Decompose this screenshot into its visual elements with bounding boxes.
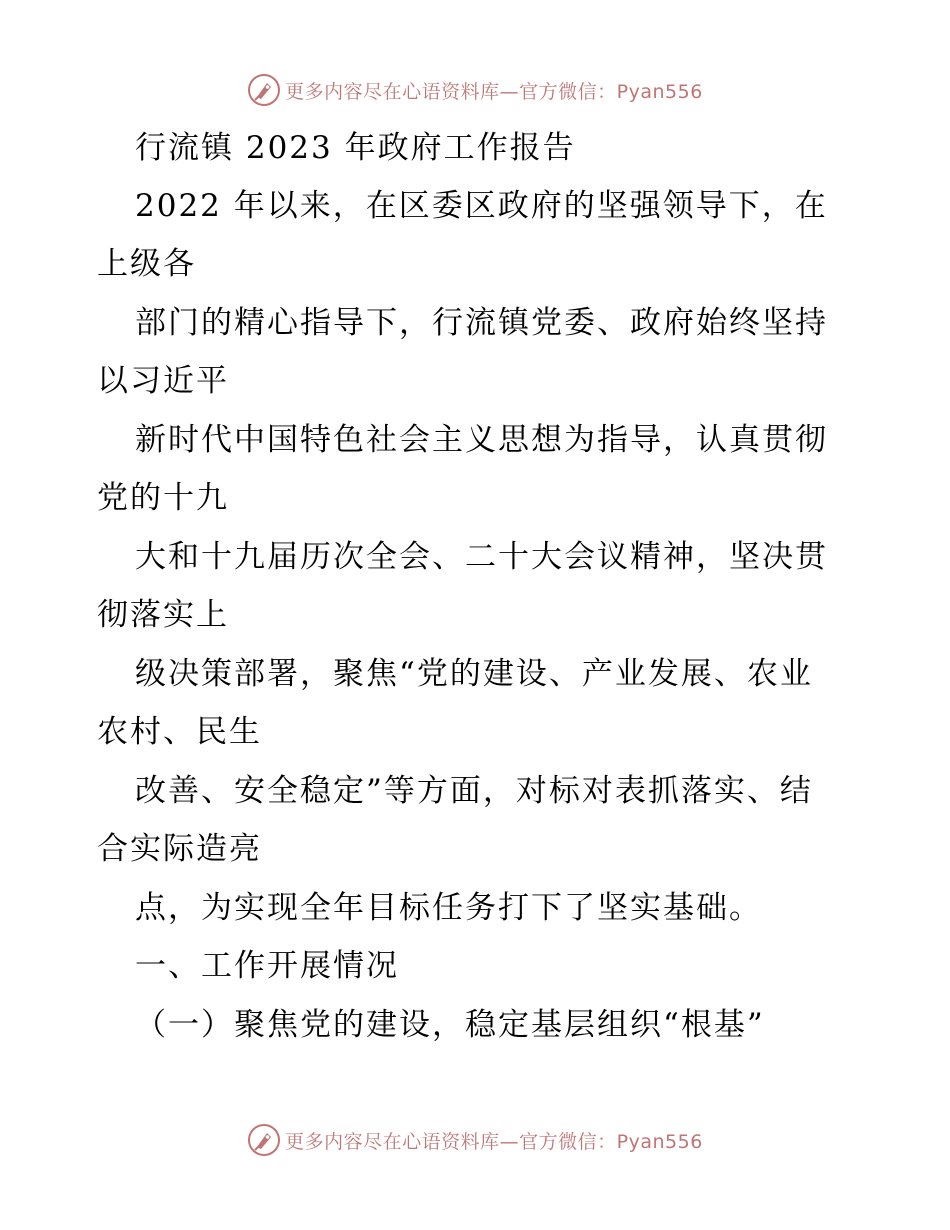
paragraph-line: 农村、民生 — [97, 714, 262, 750]
paragraph-line: 上级各 — [97, 246, 196, 282]
paragraph-line: 部门的精心指导下，行流镇党委、政府始终坚持 — [135, 305, 828, 341]
pen-nib-circle-icon — [247, 1123, 281, 1157]
paragraph-line: 合实际造亮 — [97, 831, 262, 867]
paragraph-line: 改善、安全稳定”等方面，对标对表抓落实、结 — [135, 773, 813, 809]
paragraph-line: 以习近平 — [97, 363, 229, 399]
paragraph-line: 大和十九届历次全会、二十大会议精神，坚决贯 — [135, 539, 828, 575]
paragraph-line: 党的十九 — [97, 480, 229, 516]
subsection-heading: （一）聚焦党的建设，稳定基层组织“根基” — [135, 1007, 765, 1043]
watermark-header — [0, 70, 950, 110]
paragraph-line: 彻落实上 — [97, 597, 229, 633]
paragraph-line: 新时代中国特色社会主义思想为指导，认真贯彻 — [135, 422, 828, 458]
pen-nib-circle-icon — [247, 73, 281, 107]
paragraph-line: 2022 年以来，在区委区政府的坚强领导下，在 — [135, 188, 828, 224]
watermark-footer — [0, 1120, 950, 1160]
watermark-text: 更多内容尽在心语资料库—官方微信：Pyan556 — [285, 80, 703, 103]
section-heading: 一、工作开展情况 — [135, 948, 399, 984]
paragraph-line: 点，为实现全年目标任务打下了坚实基础。 — [135, 890, 762, 926]
document-title: 行流镇 2023 年政府工作报告 — [135, 130, 576, 166]
watermark-text: 更多内容尽在心语资料库—官方微信：Pyan556 — [285, 1130, 703, 1153]
paragraph-line: 级决策部署，聚焦“党的建设、产业发展、农业 — [135, 656, 813, 692]
